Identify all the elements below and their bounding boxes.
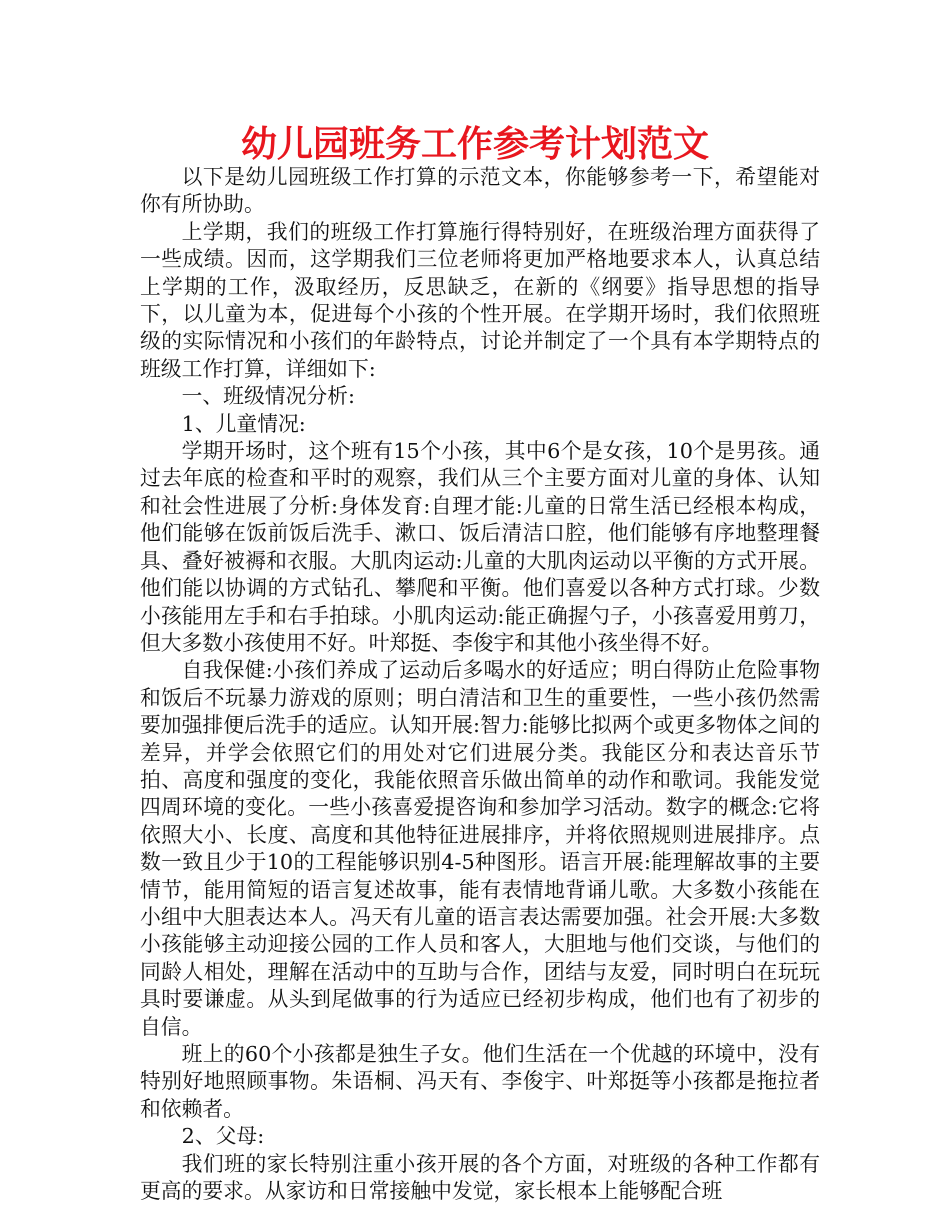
subsection-heading-parents: 2、父母: (181, 1124, 265, 1149)
section-heading-class-analysis: 一、班级情况分析: (181, 384, 355, 409)
document-body (140, 164, 820, 1205)
subsection-heading-children: 1、儿童情况: (181, 411, 306, 436)
paragraph-children-development: 学期开场时，这个班有15个小孩，其中6个是女孩，10个是男孩。通过去年底的检查和平时的观察，我们从三个主要方面对儿童的身体、认知和社会性进展了分析:身体发育:自理才能:儿童的日常生活已经根本构成，他们能够在饭前饭后洗手、漱口、饭后清洁口腔，他们能够有序地整理餐具、叠好被褥和衣服。大肌肉运动:儿童的大肌肉运动以平衡的方式开展。他们能以协调的方式钻孔、攀爬和平衡。他们喜爱以各种方式打球。少数小孩能用左手和右手拍球。小肌肉运动:能正确握勺子，小孩喜爱用剪刀，但大多数小孩使用不好。叶郑挺、李俊宇和其他小孩坐得不好。 (140, 439, 820, 655)
paragraph-self-care: 自我保健:小孩们养成了运动后多喝水的好适应；明白得防止危险事物和饭后不玩暴力游戏的原则；明白清洁和卫生的重要性，一些小孩仍然需要加强排便后洗手的适应。认知开展:智力:能够比拟两个或更多物体之间的差异，并学会依照它们的用处对它们进展分类。我能区分和表达音乐节拍、高度和强度的变化，我能依照音乐做出简单的动作和歌词。我能发觉四周环境的变化。一些小孩喜爱提咨询和参加学习活动。数字的概念:它将依照大小、长度、高度和其他特征进展排序，并将依照规则进展排序。点数一致且少于10的工程能够识别4-5种图形。语言开展:能理解故事的主要情节，能用简短的语言复述故事，能有表情地背诵儿歌。大多数小孩能在小组中大胆表达本人。冯天有儿童的语言表达需要加强。社会开展:大多数小孩能够主动迎接公园的工作人员和客人，大胆地与他们交谈，与他们的同龄人相处，理解在活动中的互助与合作，团结与友爱，同时明白在玩玩具时要谦虚。从头到尾做事的行为适应已经初步构成，他们也有了初步的自信。 (140, 658, 820, 1039)
paragraph-intro: 以下是幼儿园班级工作打算的示范文本，你能够参考一下，希望能对你有所协助。 (140, 165, 820, 217)
document-title: 幼儿园班务工作参考计划范文 (240, 124, 709, 165)
paragraph-parents: 我们班的家长特别注重小孩开展的各个方面，对班级的各种工作都有更高的要求。从家访和日常接触中发觉，家长根本上能够配合班 (140, 1151, 820, 1204)
paragraph-last-semester: 上学期，我们的班级工作打算施行得特别好，在班级治理方面获得了一些成绩。因而，这学期我们三位老师将更加严格地要求本人，认真总结上学期的工作，汲取经历，反思缺乏，在新的《纲要》指导思想的指导下，以儿童为本，促进每个小孩的个性开展。在学期开场时，我们依照班级的实际情况和小孩们的年龄特点，讨论并制定了一个具有本学期特点的班级工作打算，详细如下: (140, 219, 820, 381)
paragraph-only-children: 班上的60个小孩都是独生子女。他们生活在一个优越的环境中，没有特别好地照顾事物。朱语桐、冯天有、李俊宇、叶郑挺等小孩都是拖拉者和依赖者。 (140, 1042, 820, 1121)
